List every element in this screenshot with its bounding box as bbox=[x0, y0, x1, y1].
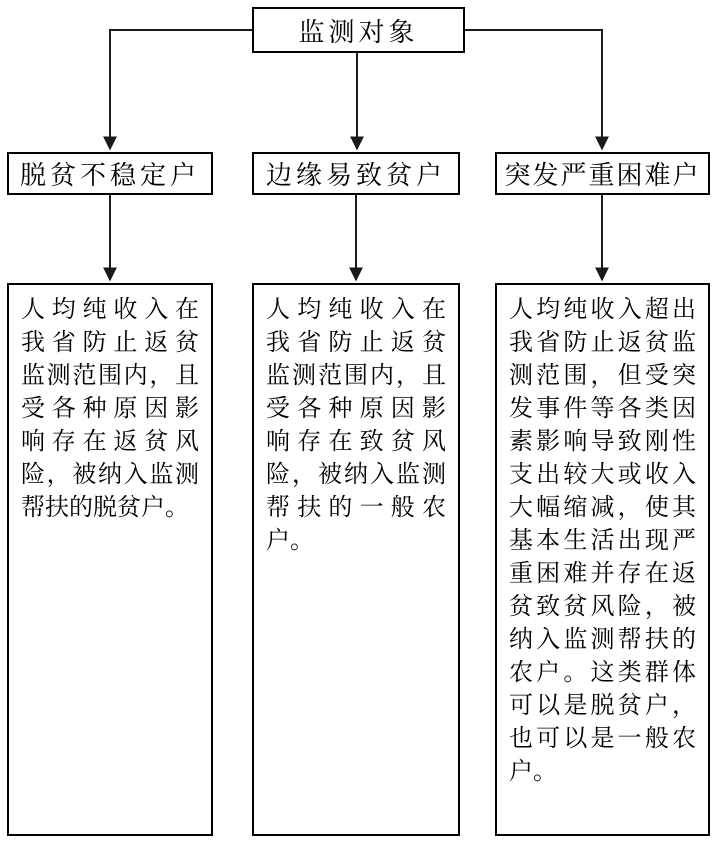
branch-node-label: 边缘易致贫户 bbox=[265, 161, 446, 190]
branch-node-label: 突发严重困难户 bbox=[504, 161, 701, 190]
description-line: 我省防止返贫监 bbox=[509, 330, 696, 356]
description-line: 响存在致贫风 bbox=[266, 429, 446, 455]
description-box-sudden-severe-difficulty bbox=[495, 283, 710, 836]
branch-node-sudden-severe-difficulty bbox=[495, 152, 710, 195]
branch-node-unstable-poverty-exit bbox=[7, 152, 213, 195]
description-line: 我省防止返贫 bbox=[266, 330, 446, 356]
connector-root-to-branch-1 bbox=[110, 30, 252, 149]
description-text bbox=[9, 285, 211, 534]
description-line: 人均纯收入在 bbox=[266, 297, 446, 323]
description-text bbox=[254, 285, 458, 567]
description-line: 也可以是一般农 bbox=[509, 726, 696, 752]
root-node-monitoring-objects bbox=[252, 7, 465, 53]
description-line: 帮扶的脱贫户。 bbox=[21, 495, 189, 521]
description-line: 大幅缩减，使其 bbox=[509, 495, 696, 521]
description-line: 险，被纳入监测 bbox=[21, 462, 199, 488]
description-line: 响存在返贫风 bbox=[21, 429, 199, 455]
description-line: 帮扶的一般农 bbox=[266, 495, 446, 521]
description-line: 户。 bbox=[266, 528, 314, 554]
branch-node-marginal-prone-to-poverty bbox=[252, 152, 460, 195]
description-text bbox=[497, 285, 708, 798]
branch-node-label: 脱贫不稳定户 bbox=[19, 161, 200, 190]
description-line: 受各种原因影 bbox=[21, 396, 199, 422]
description-line: 人均纯收入在 bbox=[21, 297, 199, 323]
description-line: 发事件等各类因 bbox=[509, 396, 696, 422]
description-line: 险，被纳入监测 bbox=[266, 462, 446, 488]
description-line: 素影响导致刚性 bbox=[509, 429, 696, 455]
description-box-marginal-prone-to-poverty bbox=[252, 283, 460, 836]
description-line: 人均纯收入超出 bbox=[509, 297, 696, 323]
description-line: 受各种原因影 bbox=[266, 396, 446, 422]
description-line: 监测范围内，且 bbox=[266, 363, 446, 389]
description-line: 户。 bbox=[509, 759, 557, 785]
description-box-unstable-poverty-exit bbox=[7, 283, 213, 836]
description-line: 基本生活出现严 bbox=[509, 528, 696, 554]
description-line: 测范围，但受突 bbox=[509, 363, 696, 389]
root-node-label: 监测对象 bbox=[298, 17, 419, 47]
description-line: 农户。这类群体 bbox=[509, 660, 696, 686]
description-line: 可以是脱贫户， bbox=[509, 693, 696, 719]
description-line: 贫致贫风险，被 bbox=[509, 594, 696, 620]
description-line: 重困难并存在返 bbox=[509, 561, 696, 587]
description-line: 我省防止返贫 bbox=[21, 330, 199, 356]
connector-root-to-branch-3 bbox=[464, 30, 602, 149]
description-line: 纳入监测帮扶的 bbox=[509, 627, 696, 653]
description-line: 监测范围内，且 bbox=[21, 363, 199, 389]
description-line: 支出较大或收入 bbox=[509, 462, 696, 488]
